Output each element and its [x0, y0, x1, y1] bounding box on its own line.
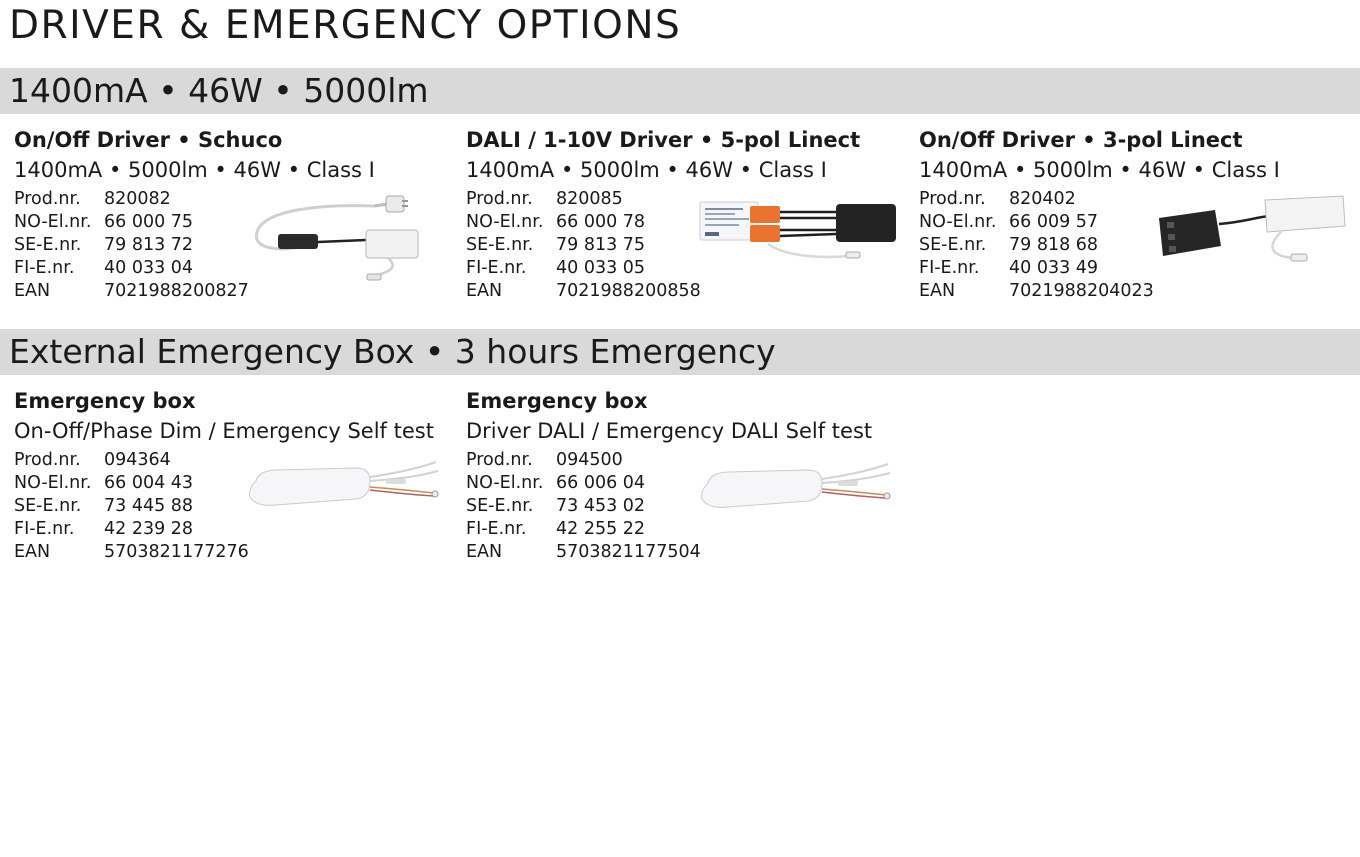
spec-value: 73 453 02 [556, 496, 646, 516]
spec-value: 094364 [104, 450, 171, 470]
spec-label: SE-E.nr. [919, 235, 987, 255]
spec-value: 5703821177504 [556, 542, 701, 562]
spec-table [14, 449, 249, 564]
spec-table [466, 188, 701, 303]
driver-3pol-photo [1153, 192, 1349, 267]
spec-value: 79 813 75 [556, 235, 646, 255]
spec-row [466, 541, 701, 564]
spec-label: NO-El.nr. [466, 212, 544, 232]
product-card-emergency-dali [466, 387, 906, 572]
spec-value: 7021988204023 [1009, 281, 1154, 301]
spec-value: 40 033 04 [104, 258, 194, 278]
spec-label: EAN [919, 281, 956, 301]
spec-row [466, 188, 701, 211]
spec-label: Prod.nr. [14, 189, 81, 209]
spec-value: 5703821177276 [104, 542, 249, 562]
spec-row [14, 518, 249, 541]
spec-row [919, 188, 1154, 211]
spec-label: FI-E.nr. [466, 519, 527, 539]
product-card-dali-5pol [466, 126, 906, 311]
spec-row [14, 280, 249, 303]
product-card-onoff-schuco [14, 126, 454, 311]
product-subtitle: 1400mA • 5000lm • 46W • Class I [14, 158, 375, 182]
product-title: On/Off Driver • Schuco [14, 128, 283, 152]
spec-label: FI-E.nr. [14, 258, 75, 278]
spec-label: FI-E.nr. [466, 258, 527, 278]
product-subtitle: 1400mA • 5000lm • 46W • Class I [919, 158, 1280, 182]
product-title: DALI / 1-10V Driver • 5-pol Linect [466, 128, 861, 152]
spec-label: Prod.nr. [14, 450, 81, 470]
spec-label: Prod.nr. [919, 189, 986, 209]
spec-table [919, 188, 1154, 303]
spec-value: 820085 [556, 189, 623, 209]
spec-row [14, 211, 249, 234]
spec-value: 66 000 78 [556, 212, 646, 232]
spec-row [919, 211, 1154, 234]
spec-value: 42 255 22 [556, 519, 646, 539]
product-subtitle: Driver DALI / Emergency DALI Self test [466, 419, 873, 443]
spec-label: NO-El.nr. [466, 473, 544, 493]
spec-row [466, 449, 701, 472]
spec-label: NO-El.nr. [14, 212, 92, 232]
spec-row [466, 257, 701, 280]
spec-value: 66 006 04 [556, 473, 646, 493]
spec-value: 094500 [556, 450, 623, 470]
spec-row [466, 211, 701, 234]
spec-value: 66 009 57 [1009, 212, 1099, 232]
product-subtitle: 1400mA • 5000lm • 46W • Class I [466, 158, 827, 182]
spec-label: NO-El.nr. [14, 473, 92, 493]
spec-row [919, 234, 1154, 257]
spec-label: SE-E.nr. [14, 235, 82, 255]
spec-value: 66 004 43 [104, 473, 194, 493]
spec-label: Prod.nr. [466, 189, 533, 209]
spec-value: 7021988200858 [556, 281, 701, 301]
spec-row [14, 541, 249, 564]
page-title: DRIVER & EMERGENCY OPTIONS [9, 3, 682, 48]
driver-dali-photo [698, 196, 898, 266]
spec-label: NO-El.nr. [919, 212, 997, 232]
spec-label: SE-E.nr. [466, 235, 534, 255]
spec-value: 40 033 49 [1009, 258, 1099, 278]
spec-row [14, 188, 249, 211]
spec-row [466, 518, 701, 541]
product-title: Emergency box [14, 389, 196, 413]
spec-label: Prod.nr. [466, 450, 533, 470]
spec-value: 66 000 75 [104, 212, 194, 232]
spec-label: SE-E.nr. [14, 496, 82, 516]
spec-label: FI-E.nr. [14, 519, 75, 539]
product-subtitle: On-Off/Phase Dim / Emergency Self test [14, 419, 434, 443]
emergency-box-photo [246, 457, 446, 517]
product-card-emergency-self-test [14, 387, 454, 572]
emergency-box-photo [698, 459, 898, 519]
spec-value: 40 033 05 [556, 258, 646, 278]
spec-label: EAN [466, 281, 503, 301]
spec-row [466, 280, 701, 303]
spec-table [14, 188, 249, 303]
spec-row [14, 472, 249, 495]
spec-row [14, 495, 249, 518]
section-header-emergency [0, 329, 1360, 375]
spec-label: EAN [14, 281, 51, 301]
spec-row [466, 472, 701, 495]
product-title: Emergency box [466, 389, 648, 413]
spec-label: SE-E.nr. [466, 496, 534, 516]
spec-row [919, 280, 1154, 303]
spec-label: FI-E.nr. [919, 258, 980, 278]
product-title: On/Off Driver • 3-pol Linect [919, 128, 1243, 152]
spec-value: 79 813 72 [104, 235, 194, 255]
spec-value: 42 239 28 [104, 519, 194, 539]
spec-value: 820082 [104, 189, 171, 209]
spec-value: 820402 [1009, 189, 1076, 209]
spec-label: EAN [466, 542, 503, 562]
spec-row [14, 449, 249, 472]
spec-row [14, 257, 249, 280]
product-card-onoff-3pol [919, 126, 1359, 311]
spec-row [14, 234, 249, 257]
driver-schuco-photo [254, 194, 444, 284]
section-header-driver [0, 68, 1360, 114]
spec-row [466, 234, 701, 257]
spec-value: 73 445 88 [104, 496, 194, 516]
spec-label: EAN [14, 542, 51, 562]
section-title: 1400mA • 46W • 5000lm [9, 71, 429, 110]
spec-row [466, 495, 701, 518]
spec-row [919, 257, 1154, 280]
section-title: External Emergency Box • 3 hours Emergency [9, 332, 776, 371]
spec-value: 79 818 68 [1009, 235, 1099, 255]
spec-value: 7021988200827 [104, 281, 249, 301]
spec-table [466, 449, 701, 564]
